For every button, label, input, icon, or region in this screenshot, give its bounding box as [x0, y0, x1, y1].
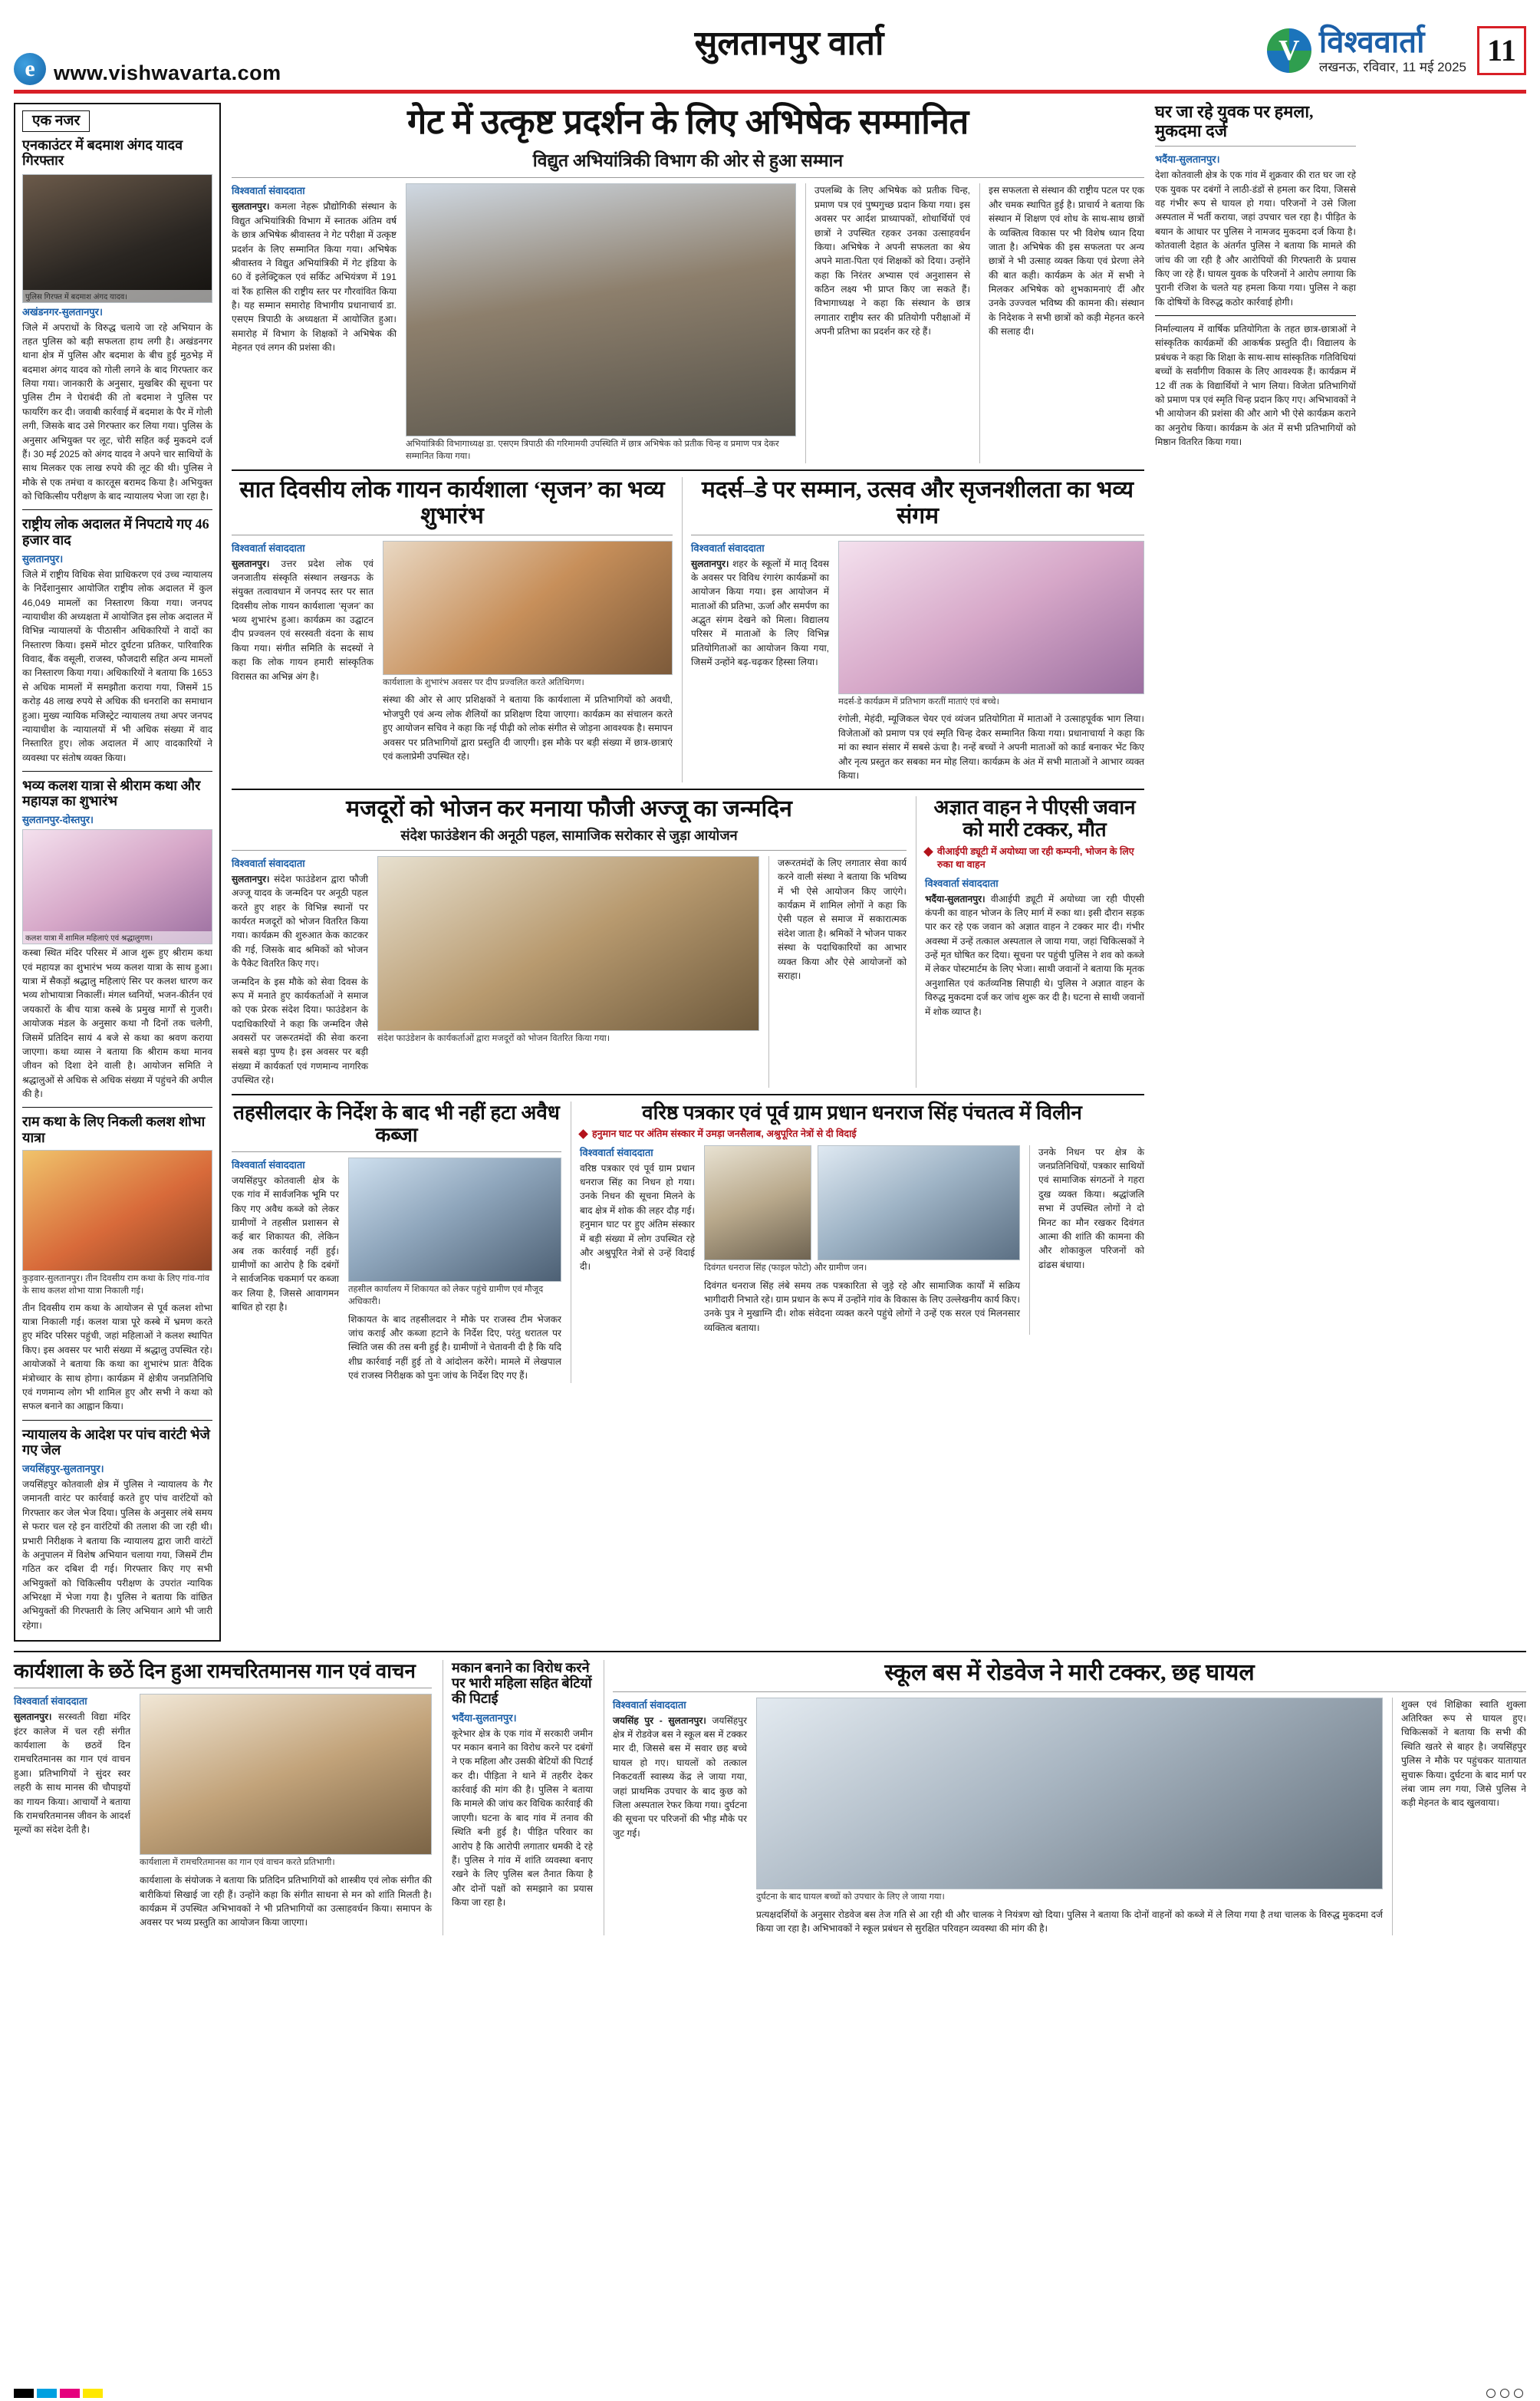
byline: विश्ववार्ता संवाददाता [232, 1158, 305, 1171]
divider [232, 850, 907, 851]
headline: एनकाउंटर में बदमाश अंगद यादव गिरफ्तार [22, 137, 183, 169]
byline: विश्ववार्ता संवाददाता [925, 877, 999, 889]
cmyk-swatch-yellow [83, 2389, 103, 2398]
story-text: वरिष्ठ पत्रकार एवं पूर्व ग्राम प्रधान धनराज सिंह का निधन हो गया। उनके निधन की सूचना मिलने के बाद क्षेत्र में शोक की लहर दौड़ गई। हनुमान घाट पर हुए अंतिम संस्कार में बड़ी संख्या में लोग उपस्थित रहे और अश्रुपूरित नेत्रों से उन्हें विदाई दी। [580, 1162, 695, 1273]
photo-block [704, 1145, 1020, 1335]
masthead-left [14, 11, 413, 90]
story-text [232, 872, 368, 971]
photo-block [756, 1698, 1383, 1936]
left-story-1 [22, 137, 212, 503]
story-text: तीन दिवसीय राम कथा के आयोजन से पूर्व कलश शोभा यात्रा निकाली गई। कलश यात्रा पूरे कस्बे में भ्रमण करते हुए मंदिर परिसर पहुंची, जहां महिलाओं ने कलश स्थापित किए। इस अवसर पर भारी संख्या में श्रद्धालु उपस्थित रहे। आयोजकों ने बताया कि कथा का शुभारंभ प्रातः वैदिक मंत्रोच्चार के साथ होगा। कार्यक्रम में क्षेत्रीय जनप्रतिनिधि एवं गणमान्य लोग भी शामिल हुए और सभी ने कथा को सफल बनाने का आह्वान किया। [22, 1302, 212, 1412]
website-url[interactable]: www.vishwavarta.com [54, 61, 281, 84]
headline: भव्य कलश यात्रा से श्रीराम कथा और महायज्ञ का शुभारंभ [22, 778, 201, 809]
story-text: जयसिंहपुर कोतवाली क्षेत्र में पुलिस ने न्यायालय के गैर जमानती वारंट पर कार्रवाई करते हुए पांच वारंटियों को गिरफ्तार कर जेल भेज दिया। पुलिस के अनुसार लंबे समय से फरार चल रहे इन वारंटियों की तलाश की जा रही थी। प्रभारी निरीक्षक ने बताया कि न्यायालय द्वारा जारी वारंटों के अनुपालन में विशेष अभियान चलाया गया, जिसमें टीम गठित कर दबिश दी गई। गिरफ्तार किए गए सभी अभियुक्तों को चिकित्सीय परीक्षण के उपरांत न्यायिक अभिरक्षा में भेजा गया है। पुलिस ने बताया कि वांछित अभियुक्तों की गिरफ्तारी के लिए अभियान आगे भी जारी रहेगा। [22, 1479, 212, 1631]
lead-headline: गेट में उत्कृष्ट प्रदर्शन के लिए अभिषेक सम्मानित [407, 103, 969, 141]
photo-caption: तहसील कार्यालय में शिकायत को लेकर पहुंचे ग्रामीण एवं मौजूद अधिकारी। [348, 1284, 544, 1306]
headline: मजदूरों को भोजन कर मनाया फौजी अज्जू का जन्मदिन [346, 796, 792, 822]
headline: घर जा रहे युवक पर हमला, मुकदमा दर्ज [1155, 102, 1314, 140]
divider [613, 1691, 1526, 1692]
col-1 [232, 541, 373, 764]
story-school-bus [604, 1660, 1526, 1935]
byline: विश्ववार्ता संवाददाता [232, 857, 305, 869]
lead-subhead: विद्युत अभियांत्रिकी विभाग की ओर से हुआ सम्मान [532, 151, 844, 171]
headline: राष्ट्रीय लोक अदालत में निपटाये गए 46 हजार वाद [22, 516, 209, 548]
left-story-3 [22, 778, 212, 1101]
col2-text: शिकायत के बाद तहसीलदार ने मौके पर राजस्व टीम भेजकर जांच कराई और कब्जा हटाने के निर्देश दिए, परंतु धरातल पर स्थिति जस की तस बनी हुई है। ग्रामीणों ने चेतावनी दी है कि यदि शीघ्र कार्रवाई नहीं हुई तो वे आंदोलन करेंगे। मामले में लेखपाल एवं राजस्व निरीक्षक को पुनः जांच के निर्देश दिए गए हैं। [348, 1313, 561, 1382]
story-photo [22, 829, 212, 944]
story-photo [756, 1698, 1383, 1889]
headline: अज्ञात वाहन ने पीएसी जवान को मारी टक्कर, मौत [933, 796, 1136, 842]
col3-text: उनके निधन पर क्षेत्र के जनप्रतिनिधियों, पत्रकार साथियों एवं सामाजिक संगठनों ने गहरा दुख व्यक्त किया। श्रद्धांजलि सभा में उपस्थित लोगों ने दो मिनट का मौन रखकर दिवंगत आत्मा की शांति की कामना की और शोकाकुल परिजनों को ढांढस बंधाया। [1038, 1146, 1144, 1270]
divider [232, 1151, 561, 1152]
photo-block [377, 856, 759, 1088]
col2-text: जन्मदिन के इस मौके को सेवा दिवस के रूप में मनाते हुए कार्यकर्ताओं ने समाज को एक प्रेरक संदेश दिया। फाउंडेशन के पदाधिकारियों ने कहा कि जन्मदिन जैसे अवसरों पर जरूरतमंदों की सेवा करना सबसे बड़ा पुण्य है। इस अवसर पर बड़ी संख्या में कार्यकर्ता एवं गणमान्य नागरिक उपस्थित रहे। [232, 976, 368, 1086]
photo-caption: कार्यशाला में रामचरितमानस का गान एवं वाचन करते प्रतिभागी। [140, 1858, 335, 1868]
story-psc-jawan [916, 796, 1144, 1087]
bullet-text: हनुमान घाट पर अंतिम संस्कार में उमड़ा जनसैलाब, अश्रुपूरित नेत्रों से दी विदाई [592, 1128, 857, 1139]
divider [22, 1107, 212, 1108]
byline: भदैंया-सुलतानपुर। [1155, 153, 1220, 166]
col1-text: सरस्वती विद्या मंदिर इंटर कालेज में चल रही संगीत कार्यशाला के छठवें दिन रामचरितमानस का गान एवं वाचन हुआ। प्रतिभागियों ने सुंदर स्वर लहरी के साथ मानस की चौपाइयों का गायन किया। आचार्यों ने बताया कि रामचरितमानस जीवन के आदर्श मूल्यों का संदेश देती है। [14, 1711, 130, 1836]
story-photo [22, 1150, 212, 1271]
story-photo [140, 1694, 432, 1855]
row-tehsildar-obit [232, 1102, 1144, 1383]
reg-mark-2 [1500, 2389, 1509, 2398]
story-photo-portrait [704, 1145, 811, 1260]
story-text: कस्बा स्थित मंदिर परिसर में आज शुरू हुए श्रीराम कथा एवं महायज्ञ का शुभारंभ भव्य कलश यात्रा के साथ हुआ। यात्रा में सैकड़ों श्रद्धालु महिलाएं सिर पर कलश धारण कर भव्य शोभायात्रा निकालीं। मंगल ध्वनियों, भजन-कीर्तन एवं जयकारों के बीच यात्रा कस्बे के प्रमुख मार्गों से गुजरी। आयोजक मंडल के अनुसार कथा नौ दिनों तक चलेगी, जिसमें प्रतिदिन सायं 4 बजे से कथा का श्रवण कराया जाएगा। कथा व्यास ने बताया कि श्रीराम कथा मानव जीवन को दिशा देने वाली है। आयोजन समिति ने श्रद्धालुओं से अधिक से अधिक संख्या में पहुंचने की अपील की है। [22, 947, 212, 1100]
story-photo [348, 1158, 561, 1282]
story-attack [1155, 103, 1356, 309]
center-column [232, 103, 1144, 1642]
col-1 [613, 1698, 747, 1936]
page-body [14, 103, 1526, 1642]
photo-caption: दिवंगत धनराज सिंह (फाइल फोटो) और ग्रामीण जन। [704, 1263, 867, 1273]
photo-caption: संदेश फाउंडेशन के कार्यकर्ताओं द्वारा मजदूरों को भोजन वितरित किया गया। [377, 1033, 610, 1043]
psc-text: वीआईपी ड्यूटी में अयोध्या जा रही पीएसी कंपनी का वाहन भोजन के लिए मार्ग में रुका था। इसी दौरान सड़क पार कर रहे एक जवान को अज्ञात वाहन ने टक्कर मार दी। गंभीर अवस्था में उन्हें तत्काल अस्पताल ले जाया गया, जहां चिकित्सकों ने उन्हें मृत घोषित कर दिया। सूचना पर पहुंची पुलिस ने शव को कब्जे में लेकर पोस्टमार्टम के लिए भेजा। साथी जवानों ने बताया कि मृतक अनुशासित एवं कर्तव्यनिष्ठ सिपाही थे। पुलिस ने अज्ञात वाहन के विरुद्ध मुकदमा दर्ज कर जांच शुरू कर दी है। घटना से साथी जवानों में शोक व्याप्त है। [925, 893, 1144, 1017]
masthead [14, 11, 1526, 94]
col-1 [691, 541, 829, 783]
brand-logo-icon [1267, 28, 1311, 73]
masthead-center [413, 11, 1166, 90]
story-photo [838, 541, 1144, 694]
dateline: जयसिंह पुर - सुलतानपुर। [613, 1714, 706, 1726]
story-right-2 [1155, 322, 1356, 449]
divider [1155, 146, 1356, 147]
divider [22, 1420, 212, 1421]
dateline: सुलतानपुर। [22, 552, 64, 565]
byline: विश्ववार्ता संवाददाता [613, 1698, 686, 1711]
brand-block [1267, 26, 1466, 74]
bottom-strip [14, 1651, 1526, 1935]
epaper-logo-icon: e [14, 53, 46, 85]
story-text [691, 557, 829, 670]
col-1 [232, 1158, 339, 1383]
story-workshop-day6 [14, 1660, 432, 1935]
headline: मकान बनाने का विरोध करने पर भारी महिला सहित बेटियों की पिटाई [452, 1660, 592, 1707]
photo-caption: पुलिस गिरफ्त में बदमाश अंगद यादव। [23, 290, 212, 302]
col1-text: जयसिंहपुर क्षेत्र में रोडवेज बस ने स्कूल बस में टक्कर मार दी, जिससे बस में सवार छह बच्चे घायल हो गए। घायलों को तत्काल निकटवर्ती स्वास्थ्य केंद्र ले जाया गया, जहां प्राथमिक उपचार के बाद कुछ को जिला अस्पताल रेफर किया गया। दुर्घटना की सूचना पर परिजनों की भीड़ मौके पर जुट गई। [613, 1714, 747, 1839]
ek-nazar-tag: एक नजर [22, 110, 90, 132]
divider [232, 469, 1144, 471]
col-3 [768, 856, 907, 1088]
edition-title: सुलतानपुर वार्ता [694, 25, 884, 62]
dateline: भदैंया-सुलतानपुर। [925, 893, 986, 904]
photo-block [348, 1158, 561, 1383]
lead-columns [232, 183, 1144, 463]
col-3 [1029, 1145, 1144, 1335]
lead-col-3 [979, 183, 1144, 463]
headline: वरिष्ठ पत्रकार एवं पूर्व ग्राम प्रधान धनराज सिंह पंचतत्व में विलीन [642, 1101, 1082, 1124]
bullet-point [580, 1128, 1144, 1141]
story-text [613, 1714, 747, 1840]
story-photo [383, 541, 673, 675]
divider [22, 509, 212, 510]
lead-photo-block [406, 183, 796, 463]
col2-text: कार्यशाला के संयोजक ने बताया कि प्रतिदिन प्रतिभागियों को शास्त्रीय एवं लोक संगीत की बारीकियां सिखाई जा रही हैं। उन्होंने कहा कि संगीत साधना से मन को शांति मिलती है। कार्यक्रम में उपस्थित अभिभावकों ने भी प्रतिभागियों का उत्साहवर्धन किया। समापन के अवसर पर भव्य प्रस्तुति का आयोजन किया जाएगा। [140, 1875, 432, 1928]
story-text: जिले में राष्ट्रीय विधिक सेवा प्राधिकरण एवं उच्च न्यायालय के निर्देशानुसार आयोजित राष्ट्रीय लोक अदालत में कुल 46,049 मामलों का निस्तारण किया गया। जनपद न्यायाधीश की अध्यक्षता में आयोजित इस लोक अदालत में विभिन्न न्यायालयों के पीठासीन अधिकारियों ने वादों का निस्तारण किया। इसमें मोटर दुर्घटना प्रतिकर, पारिवारिक विवाद, बैंक वसूली, राजस्व, फौजदारी सहित अन्य मामलों का निस्तारण किया गया। अधिकारियों ने बताया कि 1653 से अधिक मामलों में समझौता कराया गया, जिसमें 15 करोड़ 48 लाख रुपये से अधिक की धनराशि का समाधान हुआ। मुख्य न्यायिक मजिस्ट्रेट न्यायालय तथा अपर जनपद न्यायाधीश के न्यायालयों में भी अधिक संख्या में वाद निस्तारित हुए। लोक अदालत में आए वादकारियों ने व्यवस्था पर संतोष व्यक्त किया। [22, 568, 212, 763]
byline: विश्ववार्ता संवाददाता [14, 1695, 87, 1708]
col-1 [232, 856, 368, 1088]
divider [232, 177, 1144, 178]
headline: मदर्स–डे पर सम्मान, उत्सव और सृजनशीलता का भव्य संगम [701, 477, 1134, 529]
headline: तहसीलदार के निर्देश के बाद भी नहीं हटा अवैध कब्जा [233, 1101, 560, 1146]
story-text [14, 1710, 130, 1836]
bullet-square-icon [578, 1129, 588, 1139]
photo-caption: मदर्स-डे कार्यक्रम में प्रतिभाग करतीं माताएं एवं बच्चे। [838, 697, 999, 706]
byline: विश्ववार्ता संवाददाता [232, 185, 305, 197]
lead-photo [406, 183, 796, 436]
headline: सात दिवसीय लोक गायन कार्यशाला ‘सृजन’ का भव्य शुभारंभ [239, 477, 665, 529]
cmyk-registration-bar [14, 2389, 103, 2398]
story-text: जिले में अपराधों के विरुद्ध चलाये जा रहे अभियान के तहत पुलिस को बड़ी सफलता हाथ लगी है। अखंडनगर थाना क्षेत्र में पुलिस और बदमाश के बीच हुई मुठभेड़ में बदमाश अंगद यादव को गोली लगने के बाद गिरफ्तार कर लिया गया। जानकारी के अनुसार, मुखबिर की सूचना पर पुलिस टीम ने घेराबंदी की तो बदमाश ने पुलिस पर फायरिंग कर दी। जवाबी कार्रवाई में बदमाश के पैर में गोली लगी, जिसके बाद उसे गिरफ्तार कर लिया गया। पुलिस के अनुसार अभियुक्त पर लूट, चोरी सहित कई मुकदमे दर्ज हैं। 30 मई 2025 को अंगद यादव ने अपने चार साथियों के साथ मिलकर एक लाख रुपये की लूट की थी। पुलिस ने मौके से एक तमंचा व कारतूस बरामद किया है। अभियुक्त को चिकित्सीय परीक्षण के बाद न्यायालय भेजा जा रहा है। [22, 321, 212, 502]
page-number: 11 [1477, 26, 1526, 75]
byline: विश्ववार्ता संवाददाता [580, 1146, 653, 1158]
dateline: सुलतानपुर। [232, 201, 270, 212]
photo-caption: दुर्घटना के बाद घायल बच्चों को उपचार के लिए ले जाया गया। [756, 1892, 945, 1902]
lead-col-2 [805, 183, 970, 463]
bullet-square-icon [923, 847, 933, 857]
byline: भदैंया-सुलतानपुर। [452, 1711, 517, 1724]
story-mothers-day [682, 477, 1144, 782]
photo-block [838, 541, 1144, 783]
photo-block [383, 541, 673, 764]
right-column [1155, 103, 1356, 1642]
lead-col-1 [232, 183, 397, 463]
col-1 [580, 1145, 695, 1335]
story-text: देशा कोतवाली क्षेत्र के एक गांव में शुक्रवार की रात घर जा रहे एक युवक पर दबंगों ने लाठी-डंडों से हमला कर दिया, जिससे वह गंभीर रूप से घायल हो गया। परिजनों ने उसे जिला अस्पताल में भर्ती कराया, जहां उपचार चल रहा है। पीड़ित के बयान के आधार पर पुलिस ने नामजद मुकदमा दर्ज किया है। कोतवाली देहात के अंतर्गत पुलिस ने बताया कि मामले की जांच की जा रही है और आरोपियों की गिरफ्तारी के प्रयास किए जा रहे हैं। घायल युवक के परिजनों ने आरोप लगाया कि पुरानी रंजिश के चलते यह हमला किया गया। पुलिस ने कहा कि दोषियों के विरुद्ध कठोर कार्रवाई होगी। [1155, 170, 1356, 308]
col2-text: रंगोली, मेहंदी, म्यूजिकल चेयर एवं व्यंजन प्रतियोगिता में माताओं ने उत्साहपूर्वक भाग लिया। विजेताओं को प्रमाण पत्र एवं स्मृति चिन्ह देकर सम्मानित किया गया। प्रधानाचार्या ने कहा कि मां का स्थान संसार में सबसे ऊंचा है। नन्हें बच्चों ने अपनी माताओं को कार्ड बनाकर भेंट किए और नृत्य प्रस्तुत कर सबका मन मोह लिया। कार्यक्रम के अंत में सभी माताओं ने आभार व्यक्त किया। [838, 713, 1144, 781]
divider [232, 1094, 1144, 1095]
story-birthday [232, 796, 907, 1087]
dateline: अखंडनगर-सुलतानपुर। [22, 305, 103, 318]
lead-col3-text: इस सफलता से संस्थान की राष्ट्रीय पटल पर एक और चमक स्थापित हुई है। प्राचार्य ने बताया कि संस्थान में शिक्षण एवं शोध के साथ-साथ छात्रों के व्यक्तित्व विकास पर भी विशेष ध्यान दिया जाता है। अभिषेक की इस सफलता पर अन्य छात्रों ने भी उत्साह व्यक्त किया एवं प्रेरणा लेने की बात कही। कार्यक्रम के अंत में सभी ने मिलकर अभिषेक को शुभकामनाएं दीं और उनके उज्ज्वल भविष्य की कामना की। संस्थान के निदेशक ने सभी छात्रों को कड़ी मेहनत करने की सलाह दी। [989, 185, 1144, 338]
col2-text: संस्था की ओर से आए प्रशिक्षकों ने बताया कि कार्यशाला में प्रतिभागियों को अवधी, भोजपुरी एवं अन्य लोक शैलियों का प्रशिक्षण दिया जाएगा। कार्यक्रम का संचालन करते हुए आयोजन सचिव ने कहा कि नई पीढ़ी को लोक संगीत से जोड़ना आवश्यक है। समापन अवसर पर प्रतिभागियों द्वारा प्रस्तुति दी जाएगी। इस मौके पर बड़ी संख्या में छात्र-छात्राएं एवं कलाप्रेमी उपस्थित रहे। [383, 694, 673, 762]
photo-block [140, 1694, 432, 1929]
headline: राम कथा के लिए निकली कलश शोभा यात्रा [22, 1114, 206, 1145]
headline: न्यायालय के आदेश पर पांच वारंटी भेजे गए जेल [22, 1426, 210, 1457]
dateline: सुलतानपुर-दोस्तपुर। [22, 814, 94, 826]
story-text [232, 199, 397, 354]
dateline: सुलतानपुर। [691, 558, 729, 569]
story-tehsildar [232, 1102, 561, 1383]
ek-nazar-box [14, 103, 221, 1642]
byline: विश्ववार्ता संवाददाता [232, 542, 305, 554]
story-text: निर्माल्यालय में वार्षिक प्रतियोगिता के तहत छात्र-छात्राओं ने सांस्कृतिक कार्यक्रमों की आकर्षक प्रस्तुति दी। विद्यालय के प्रबंधक ने कहा कि शिक्षा के साथ-साथ सांस्कृतिक गतिविधियां बच्चों के सर्वांगीण विकास के लिए आवश्यक हैं। कार्यक्रम में 12 वीं तक के विद्यार्थियों ने भाग लिया। विजेता प्रतिभागियों को प्रमाण पत्र एवं स्मृति चिन्ह प्रदान किए गए। अभिभावकों ने भी आयोजन की प्रशंसा की और आगे भी ऐसे कार्यक्रम कराने का अनुरोध किया। कार्यक्रम के अंत में सभी प्रतिभागियों को मिष्ठान वितरित किया गया। [1155, 324, 1356, 447]
divider [232, 789, 1144, 790]
col1-text: शहर के स्कूलों में मातृ दिवस के अवसर पर विविध रंगारंग कार्यक्रमों का आयोजन किया गया। इस आयोजन में माताओं की प्रतिभा, ऊर्जा और समर्पण का अद्भुत संगम देखने को मिला। विद्यालय परिसर में माताओं के लिए विभिन्न प्रतियोगिताओं का आयोजन किया गया, जिसमें उन्होंने बढ़-चढ़कर हिस्सा लिया। [691, 558, 829, 668]
dateline: सुलतानपुर। [14, 1711, 52, 1723]
lead-col1-text: कमला नेहरू प्रौद्योगिकी संस्थान के विद्युत अभियांत्रिकी विभाग में स्नातक अंतिम वर्ष के छात्र अभिषेक श्रीवास्तव ने गेट परीक्षा में उत्कृष्ट प्रदर्शन के लिए सम्मानित किया गया। अभिषेक श्रीवास्तव ने विद्युत अभियांत्रिकी में गेट इंडिया के 60 वें इलेक्ट्रिकल एवं सर्किट अभियंत्रण में 191 वां रैंक हासिल की राष्ट्रीय स्तर पर गौरवांवित किया है। यह सम्मान समारोह विभागीय प्रधानाचार्य डा. एसएम त्रिपाठी के अध्यक्षता में आयोजित हुआ। समारोह में विभाग के शिक्षकों ने अभिषेक की मेहनत एवं लगन की प्रशंसा की। [232, 201, 397, 354]
story-text [925, 892, 1144, 1019]
brand-text [1319, 26, 1466, 74]
divider [1155, 315, 1356, 316]
col3-text: जरूरतमंदों के लिए लगातार सेवा कार्य करने वाली संस्था ने बताया कि भविष्य में भी ऐसे आयोजन किए जाएंगे। कार्यक्रम में शामिल लोगों ने कहा कि ऐसी पहल से समाज में सकारात्मक संदेश जाता है। श्रमिकों ने भोजन पाकर संस्था के पदाधिकारियों का आभार व्यक्त किया और ऐसे आयोजनों को सराहा। [778, 857, 907, 981]
col-3 [1392, 1698, 1526, 1936]
dateline: जयसिंहपुर-सुलतानपुर। [22, 1463, 104, 1475]
left-story-5 [22, 1427, 212, 1632]
bullet-point [925, 845, 1144, 871]
photo-caption: कलश यात्रा में शामिल महिलाएं एवं श्रद्धालुगण। [23, 931, 212, 944]
lead-story [232, 103, 1144, 463]
left-column [14, 103, 221, 1642]
story-obituary [571, 1102, 1144, 1383]
brand-title: विश्ववार्ता [1318, 25, 1425, 60]
brand-dateline: लखनऊ, रविवार, 11 मई 2025 [1318, 60, 1466, 75]
photo-caption: कार्यशाला के शुभारंभ अवसर पर दीप प्रज्वलित करते अतिथिगण। [383, 677, 584, 687]
story-photo [22, 174, 212, 303]
cmyk-swatch-black [14, 2389, 34, 2398]
cmyk-swatch-magenta [60, 2389, 80, 2398]
divider [22, 771, 212, 772]
photo-caption: कुड़वार-सुलतानपुर। तीन दिवसीय राम कथा के लिए गांव-गांव के साथ कलश शोभा यात्रा निकाली गई। [22, 1273, 210, 1296]
row-birthday-psc [232, 796, 1144, 1087]
story-photo [377, 856, 759, 1031]
reg-mark-3 [1514, 2389, 1523, 2398]
left-story-2 [22, 516, 212, 765]
headline: कार्यशाला के छठें दिन हुआ रामचरितमानस गान एवं वाचन [14, 1660, 416, 1683]
dateline: सुलतानपुर। [232, 873, 270, 884]
masthead-right [1166, 11, 1526, 90]
story-beating [443, 1660, 593, 1935]
col3-text: शुक्ल एवं शिक्षिका स्वाति शुक्ला अतिरिक्त रूप से घायल हुए। चिकित्सकों ने बताया कि सभी की स्थिति खतरे से बाहर है। जयसिंहपुर पुलिस ने मौके पर पहुंचकर यातायात सुचारू किया। दुर्घटना के बाद मार्ग पर लंबा जाम लग गया, जिसे पुलिस ने कड़ी मेहनत के बाद खुलवाया। [1401, 1698, 1526, 1809]
dateline: सुलतानपुर। [232, 558, 270, 569]
story-text [232, 557, 373, 683]
photo-caption: अभियांत्रिकी विभागाध्यक्ष डा. एसएम त्रिपाठी की गरिमामयी उपस्थिति में छात्र अभिषेक को प्रतीक चिन्ह व प्रमाण पत्र देकर सम्मानित किया गया। [406, 440, 779, 462]
col2-text: प्रत्यक्षदर्शियों के अनुसार रोडवेज बस तेज गति से आ रही थी और चालक ने नियंत्रण खो दिया। पुलिस ने बताया कि दोनों वाहनों को कब्जे में ले लिया गया है तथा चालक के विरुद्ध मुकदमा दर्ज किया जा रहा है। अभिभावकों ने स्कूल प्रबंधन से सुरक्षित परिवहन व्यवस्था की मांग की है। [756, 1909, 1383, 1935]
bullet-text: वीआईपी ड्यूटी में अयोध्या जा रही कम्पनी, भोजन के लिए रुका था वाहन [937, 845, 1134, 870]
col1-text: उत्तर प्रदेश लोक एवं जनजातीय संस्कृति संस्थान लखनऊ के संयुक्त तत्वावधान में जनपद स्तर पर सात दिवसीय लोक गायन कार्यशाला ‘सृजन’ का भव्य शुभारंभ हुआ। कार्यक्रम का उद्घाटन दीप प्रज्वलन एवं सरस्वती वंदना के साथ किया गया। संगीत समिति के सदस्यों ने कहा कि लोक गायन हमारी सांस्कृतिक विरासत का अभिन्न अंग है। [232, 558, 373, 682]
col1-text: संदेश फाउंडेशन द्वारा फौजी अज्जू यादव के जन्मदिन पर अनूठी पहल करते हुए शहर के विभिन्न स्थानों पर कार्यरत मजदूरों को भोजन वितरित किया गया। कार्यक्रम की शुरुआत केक काटकर की गई, जिसके बाद श्रमिकों को भोजन के पैकेट वितरित किए गए। [232, 873, 368, 970]
story-text: कूरेभार क्षेत्र के एक गांव में सरकारी जमीन पर मकान बनाने का विरोध करने पर दबंगों ने एक महिला और उसकी बेटियों की पिटाई कर दी। पीड़िता ने थाने में तहरीर देकर कार्रवाई की मांग की है। पुलिस ने बताया कि मामले की जांच कर विधिक कार्रवाई की जाएगी। घटना के बाद गांव में तनाव की स्थिति बनी हुई है। पीड़ित परिवार का आरोप है कि आरोपी लगातार धमकी दे रहे हैं। पुलिस ने गांव में शांति व्यवस्था बनाए रखने के लिए पुलिस बल तैनात किया है और दोनों पक्षों को समझाने का प्रयास किया जा रहा है। [452, 1727, 593, 1909]
col2-text: दिवंगत धनराज सिंह लंबे समय तक पत्रकारिता से जुड़े रहे और सामाजिक कार्यों में सक्रिय भागीदारी निभाते रहे। ग्राम प्रधान के रूप में उन्होंने गांव के विकास के लिए उल्लेखनीय कार्य किए। उनके पुत्र ने मुखाग्नि दी। शोक संवेदना व्यक्त करने पहुंचे लोगों ने उन्हें एक सरल एवं मिलनसार व्यक्तित्व बताया। [704, 1280, 1020, 1333]
cmyk-swatch-cyan [37, 2389, 57, 2398]
lead-col2-text: उपलब्धि के लिए अभिषेक को प्रतीक चिन्ह, प्रमाण पत्र एवं पुष्पगुच्छ प्रदान किया गया। इस अवसर पर आर्दश प्राध्यापकों, शोधार्थियों एवं छात्रों ने उपस्थित रहकर उनका उत्साहवर्धन किया। अभिषेक ने अपनी सफलता का श्रेय अपने माता-पिता एवं शिक्षकों को दिया। उन्होंने कहा कि निरंतर अभ्यास एवं अनुशासन से कठिन लक्ष्य भी प्राप्त किए जा सकते हैं। विभागाध्यक्ष ने कहा कि संस्थान के छात्र लगातार राष्ट्रीय स्तर की प्रतियोगी परीक्षाओं में अपनी प्रतिभा का प्रदर्शन कर रहे हैं। [814, 185, 970, 338]
headline: स्कूल बस में रोडवेज ने मारी टक्कर, छह घायल [884, 1660, 1255, 1686]
left-story-4 [22, 1114, 212, 1413]
subhead: संदेश फाउंडेशन की अनूठी पहल, सामाजिक सरोकार से जुड़ा आयोजन [400, 827, 738, 843]
registration-marks [1486, 2389, 1523, 2398]
row-workshop-mothers [232, 477, 1144, 782]
story-seven-day [232, 477, 673, 782]
col-1 [14, 1694, 130, 1929]
byline: विश्ववार्ता संवाददाता [691, 542, 765, 554]
reg-mark-1 [1486, 2389, 1496, 2398]
story-text: जयसिंहपुर कोतवाली क्षेत्र के एक गांव में सार्वजनिक भूमि पर किए गए अवैध कब्जे को लेकर ग्रामीणों ने तहसील प्रशासन से कई बार शिकायत की, लेकिन अब तक कार्रवाई नहीं हुई। ग्रामीणों का आरोप है कि दबंगों ने सार्वजनिक चकमार्ग पर कब्जा कर लिया है, जिससे आवागमन बाधित हो रहा है। [232, 1174, 339, 1313]
story-photo-crowd [818, 1145, 1020, 1260]
